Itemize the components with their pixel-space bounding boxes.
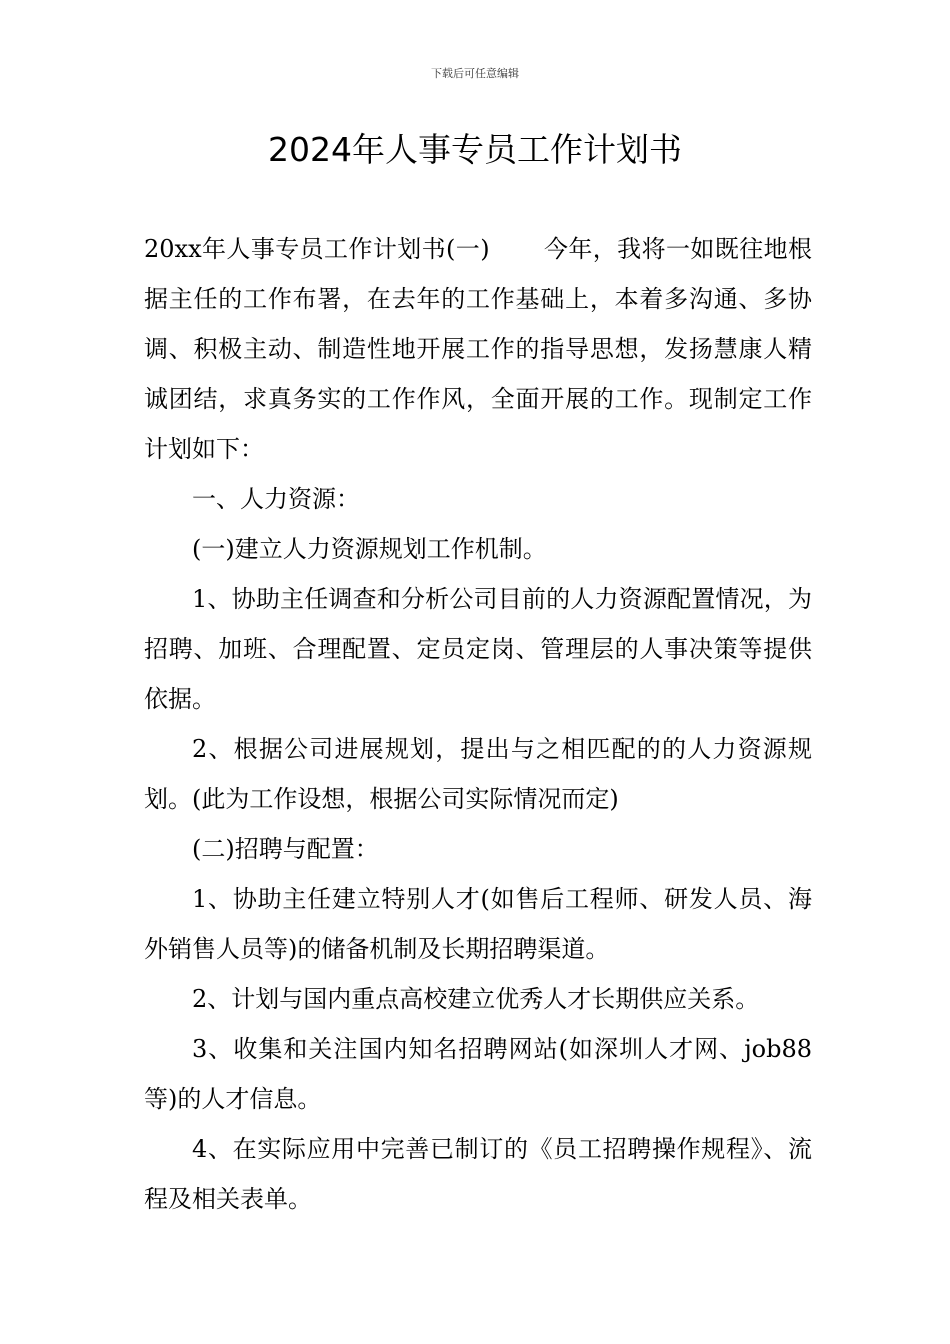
document-body [144, 224, 812, 1224]
header-note: 下载后可任意编辑 [431, 67, 519, 80]
subsection-heading-planning: (一)建立人力资源规划工作机制。 [192, 535, 547, 563]
intro-body: 今年，我将一如既往地根据主任的工作布署，在去年的工作基础上，本着多沟通、多协调、积极主动、制造性地开展工作的指导思想，发扬慧康人精诚团结，求真务实的工作作风，全面开展的工作。现制定工作计划如下： [144, 235, 813, 463]
subsection-heading-recruitment: (二)招聘与配置： [192, 835, 379, 863]
paragraph-recruitment-item-1: 1、协助主任建立特别人才(如售后工程师、研发人员、海外销售人员等)的储备机制及长期招聘渠道。 [144, 885, 812, 963]
intro-paragraph [144, 224, 812, 474]
paragraph-planning-item-2: 2、根据公司进展规划，提出与之相匹配的的人力资源规划。(此为工作设想，根据公司实际情况而定) [144, 735, 812, 813]
intro-heading: 20xx年人事专员工作计划书(一) [144, 235, 490, 263]
paragraph-recruitment-item-2: 2、计划与国内重点高校建立优秀人才长期供应关系。 [192, 985, 760, 1013]
paragraph-recruitment-item-3: 3、收集和关注国内知名招聘网站(如深圳人才网、job88等)的人才信息。 [144, 1035, 812, 1113]
paragraph-recruitment-item-4: 4、在实际应用中完善已制订的《员工招聘操作规程》、流程及相关表单。 [144, 1135, 812, 1213]
paragraph-planning-item-1: 1、协助主任调查和分析公司目前的人力资源配置情况，为招聘、加班、合理配置、定员定岗、管理层的人事决策等提供依据。 [144, 585, 812, 713]
section-heading-human-resources: 一、人力资源： [192, 485, 360, 513]
document-title: 2024年人事专员工作计划书 [268, 130, 682, 169]
